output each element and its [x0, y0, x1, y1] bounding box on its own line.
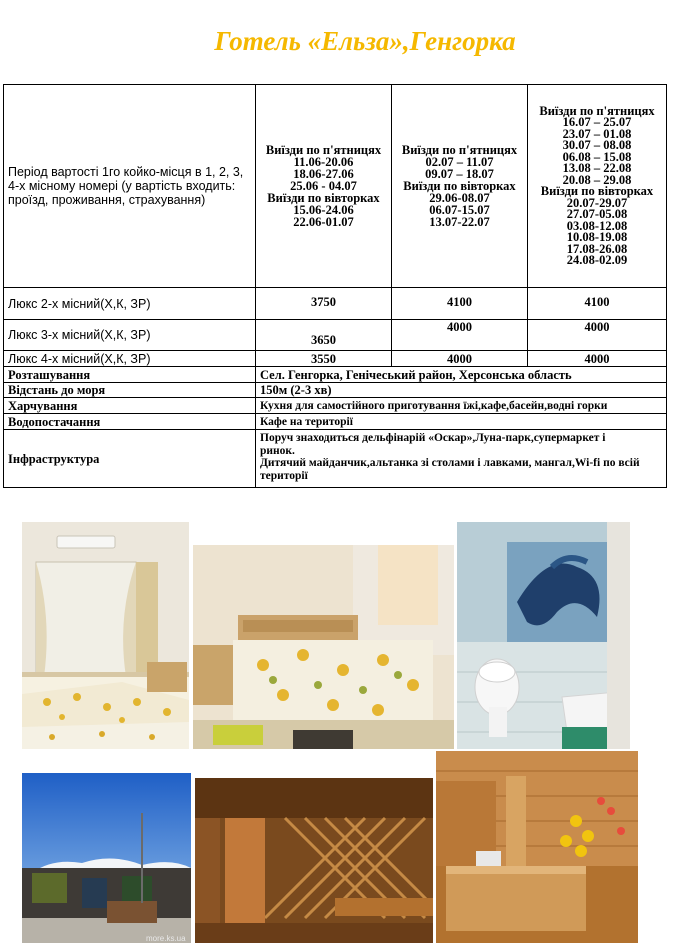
room-price: 4100	[392, 288, 528, 320]
col2-tue-label: Виїзди по вівторках	[403, 179, 516, 193]
infrastructure-value	[256, 430, 667, 488]
photo-gazebo	[195, 778, 433, 943]
infrastructure-label: Інфраструктура	[4, 430, 256, 488]
water-value: Кафе на території	[256, 414, 667, 430]
col3-fri-date: 30.07 – 08.08	[562, 138, 632, 152]
col2-fri-date: 02.07 – 11.07	[425, 155, 494, 169]
room-row	[4, 288, 667, 320]
col3-tue-date: 20.07-29.07	[566, 195, 628, 210]
room-label: Люкс 2-х місний(Х,К, ЗР)	[4, 288, 256, 320]
col1-fri-label: Виїзди по п'ятницях	[265, 143, 382, 157]
photo-exterior	[22, 773, 191, 943]
col3-fri-label: Виїзди по п'ятницях	[539, 103, 655, 118]
col3-fri-date: 16.07 – 25.07	[562, 115, 632, 129]
room-price: 3550	[256, 351, 392, 367]
page-title: Готель «Ельза»,Генгорка	[214, 26, 516, 56]
room-price: 3650	[256, 320, 392, 351]
col2-fri-label: Виїзди по п'ятницях	[401, 143, 518, 157]
photo-bedroom-window	[22, 522, 189, 749]
col3-fri-date: 06.08 – 15.08	[562, 149, 632, 164]
col3-fri-date: 13.08 – 22.08	[562, 161, 632, 175]
room-label: Люкс 3-х місний(Х,К, ЗР)	[4, 320, 256, 351]
period-label: Період вартості 1го койко-місця в 1, 2, 3, 4-х місному номері (у вартість входить: проїзд, проживання, страхування)	[4, 85, 256, 288]
info-row-sea	[4, 383, 667, 398]
period-col-3	[528, 85, 667, 288]
watermark: more.ks.ua	[146, 934, 186, 943]
photo-bar	[436, 751, 638, 943]
col2-tue-date: 06.07-15.07	[429, 203, 490, 217]
col2-fri-date: 09.07 – 18.07	[425, 167, 494, 181]
room-price: 4000	[392, 320, 528, 351]
col2-tue-date: 13.07-22.07	[429, 215, 490, 229]
location-value: Сел. Генгорка, Генічеський район, Херсонська область	[256, 367, 667, 383]
period-col-1	[256, 85, 392, 288]
col1-fri-date: 18.06-27.06	[293, 167, 354, 181]
food-value: Кухня для самостійного приготування їжі,кафе,басейн,водні горки	[256, 398, 667, 414]
period-row	[4, 85, 667, 288]
price-table	[3, 84, 667, 488]
food-label: Харчування	[4, 398, 256, 414]
col3-tue-date: 27.07-05.08	[566, 207, 628, 221]
col3-fri-date: 23.07 – 01.08	[562, 126, 632, 141]
sea-distance-label: Відстань до моря	[4, 383, 256, 398]
water-label: Водопостачання	[4, 414, 256, 430]
room-label: Люкс 4-х місний(Х,К, ЗР)	[4, 351, 256, 367]
info-row-food	[4, 398, 667, 414]
room-price: 4000	[528, 351, 667, 367]
photo-bedroom-double-bed	[193, 545, 454, 749]
photo-bathroom	[457, 522, 630, 749]
infrastructure-line: Дитячий майданчик,альтанка зі столами і лавками, мангал,Wi-fi по всій території	[260, 457, 640, 482]
sea-distance-value: 150м (2-3 хв)	[256, 383, 667, 398]
col1-fri-date: 11.06-20.06	[293, 155, 354, 169]
room-price: 3750	[256, 288, 392, 320]
info-row-water	[4, 414, 667, 430]
col3-fri-date: 20.08 – 29.08	[562, 172, 632, 187]
room-row	[4, 351, 667, 367]
room-price: 4000	[528, 320, 667, 351]
col3-tue-date: 10.08-19.08	[566, 230, 628, 244]
col1-tue-date: 22.06-01.07	[293, 215, 354, 229]
infrastructure-line: Поруч знаходиться дельфінарій «Оскар»,Луна-парк,супермаркет і ринок.	[260, 432, 606, 457]
info-row-location	[4, 367, 667, 383]
col1-fri-date: 25.06 - 04.07	[290, 179, 357, 193]
col1-tue-date: 15.06-24.06	[293, 203, 354, 217]
location-label: Розташування	[4, 367, 256, 383]
col1-tue-label: Виїзди по вівторках	[267, 191, 380, 205]
room-row	[4, 320, 667, 351]
col2-tue-date: 29.06-08.07	[429, 191, 490, 205]
room-price: 4100	[528, 288, 667, 320]
col3-tue-date: 03.08-12.08	[566, 218, 628, 233]
col3-tue-date: 24.08-02.09	[566, 253, 628, 267]
info-row-infrastructure	[4, 430, 667, 488]
col3-tue-date: 17.08-26.08	[566, 241, 628, 256]
period-col-2	[392, 85, 528, 288]
col3-tue-label: Виїзди по вівторках	[540, 184, 654, 198]
room-price: 4000	[392, 351, 528, 367]
